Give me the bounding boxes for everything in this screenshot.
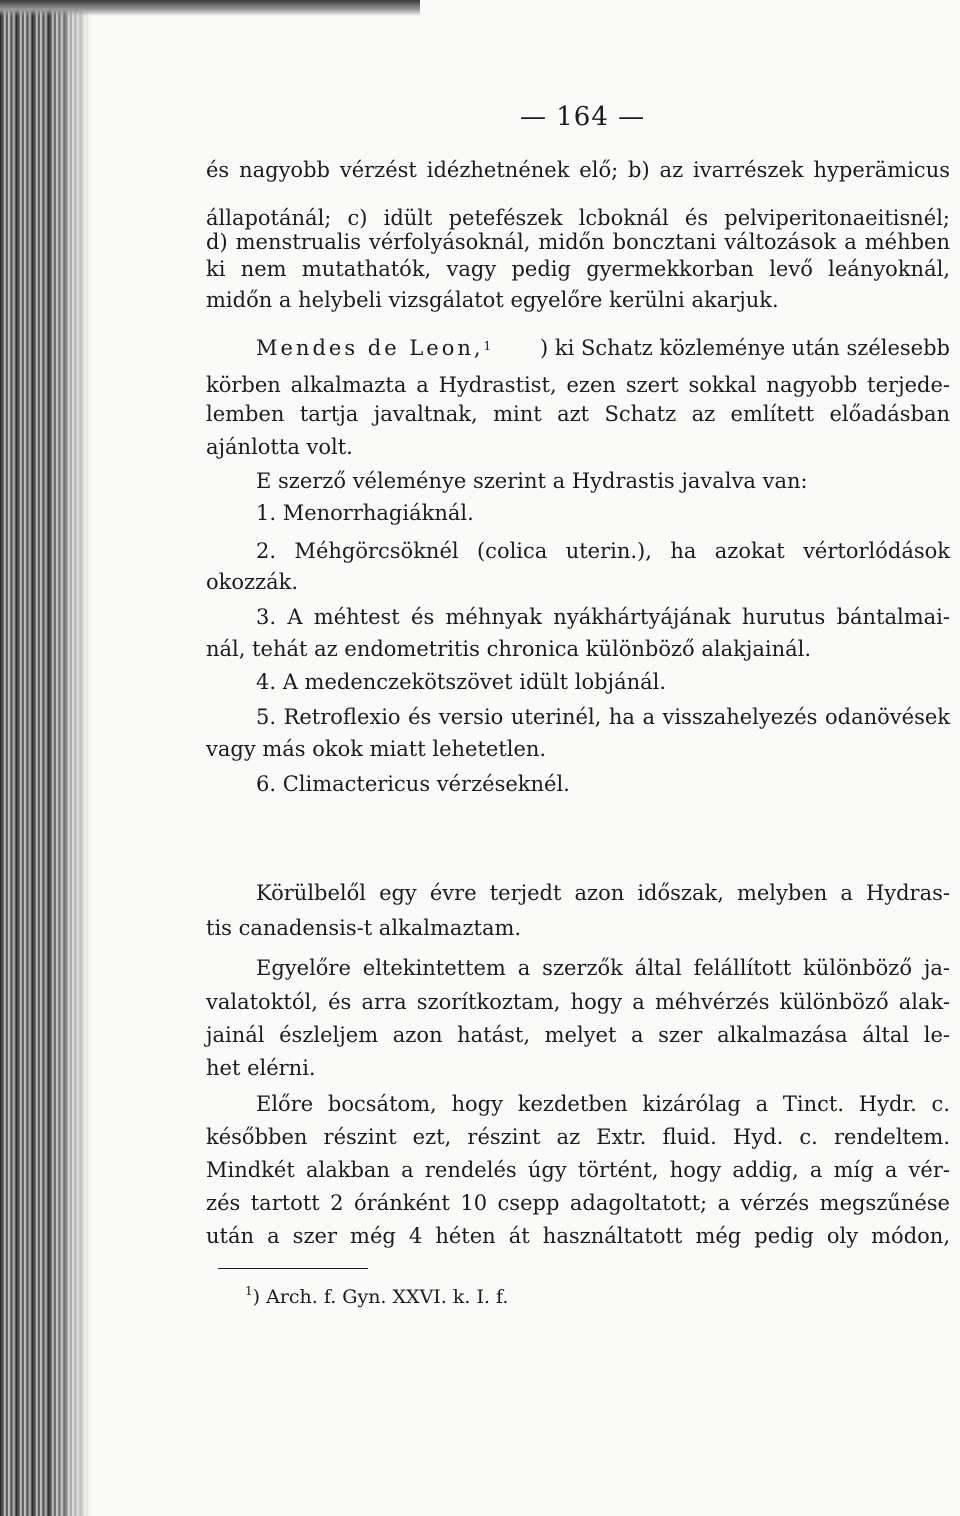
page-number: — 164 —	[520, 102, 646, 132]
footnote-ref: 1	[483, 339, 492, 353]
text-line: későbben részint ezt, részint az Extr. fluid. Hyd. c. rendeltem.	[206, 1125, 950, 1149]
footnote: $^1$) Arch. f. Gyn. XXVI. k. I. f.	[245, 1284, 509, 1308]
text-line: zés tartott 2 óránként 10 csepp adagoltatott; a vérzés megszűnése	[206, 1191, 950, 1215]
text-line: és nagyobb vérzést idézhetnének elő; b) az ivarrészek hyperämicus	[206, 158, 950, 182]
book-binding-edge	[0, 0, 92, 1516]
text-line: midőn a helybeli vizsgálatot egyelőre kerülni akarjuk.	[206, 288, 779, 312]
text-line: tis canadensis-t alkalmaztam.	[206, 916, 522, 940]
text-line: Előre bocsátom, hogy kezdetben kizárólag a Tinct. Hydr. c.	[256, 1092, 950, 1116]
list-item: 6. Climactericus vérzéseknél.	[256, 772, 570, 796]
footnote-divider	[218, 1268, 368, 1269]
list-item-continuation: okozzák.	[206, 570, 299, 594]
text-line: körben alkalmazta a Hydrastist, ezen szert sokkal nagyobb terjede-	[206, 373, 950, 397]
list-item: 3. A méhtest és méhnyak nyákhártyájának hurutus bántalmai-	[256, 605, 950, 629]
indication-intro: E szerző véleménye szerint a Hydrastis javalva van:	[256, 469, 808, 493]
page-top-edge	[0, 0, 420, 16]
text-line: Körülbelől egy évre terjedt azon időszak, melyben a Hydras-	[256, 881, 950, 905]
text-line: lemben tartja javaltnak, mint azt Schatz az említett előadásban	[206, 402, 950, 426]
list-item-continuation: nál, tehát az endometritis chronica különböző alakjainál.	[206, 637, 812, 661]
list-item: 4. A medenczekötszövet idült lobjánál.	[256, 670, 667, 694]
text-line: d) menstrualis vérfolyásoknál, midőn boncztani változások a méhben	[206, 230, 950, 254]
text-line: het elérni.	[206, 1056, 316, 1080]
text-line: ajánlotta volt.	[206, 435, 353, 459]
text-line: Egyelőre eltekintettem a szerzők által felállított különböző ja-	[256, 956, 950, 980]
list-item: 5. Retroflexio és versio uterinél, ha a visszahelyezés odanövések	[256, 705, 950, 729]
footnote-mark: 1	[245, 1284, 253, 1298]
text-line: valatoktól, és arra szorítkoztam, hogy a méhvérzés különböző alak-	[206, 990, 950, 1014]
list-item-continuation: vagy más okok miatt lehetetlen.	[206, 737, 547, 761]
text-line: állapotánál; c) idült petefészek lcboknál és pelviperitonaeitisnél;	[206, 206, 950, 230]
text-line: ki nem mutathatók, vagy pedig gyermekkorban levő leányoknál,	[206, 257, 950, 281]
text-line: után a szer még 4 héten át használtatott még pedig oly módon,	[206, 1224, 950, 1248]
list-item: 1. Menorrhagiáknál.	[256, 501, 474, 525]
text-line: jainál észleljem azon hatást, melyet a szer alkalmazása által le-	[206, 1023, 950, 1047]
mendes-line: Mendes de Leon,$^1$ ) ki Schatz közleménye után szélesebb	[256, 336, 950, 360]
author-name: Mendes de Leon,$^1$	[256, 336, 492, 360]
list-item: 2. Méhgörcsöknél (colica uterin.), ha azokat vértorlódások	[256, 539, 950, 563]
text-line: Mindkét alakban a rendelés úgy történt, hogy addig, a míg a vér-	[206, 1158, 950, 1182]
